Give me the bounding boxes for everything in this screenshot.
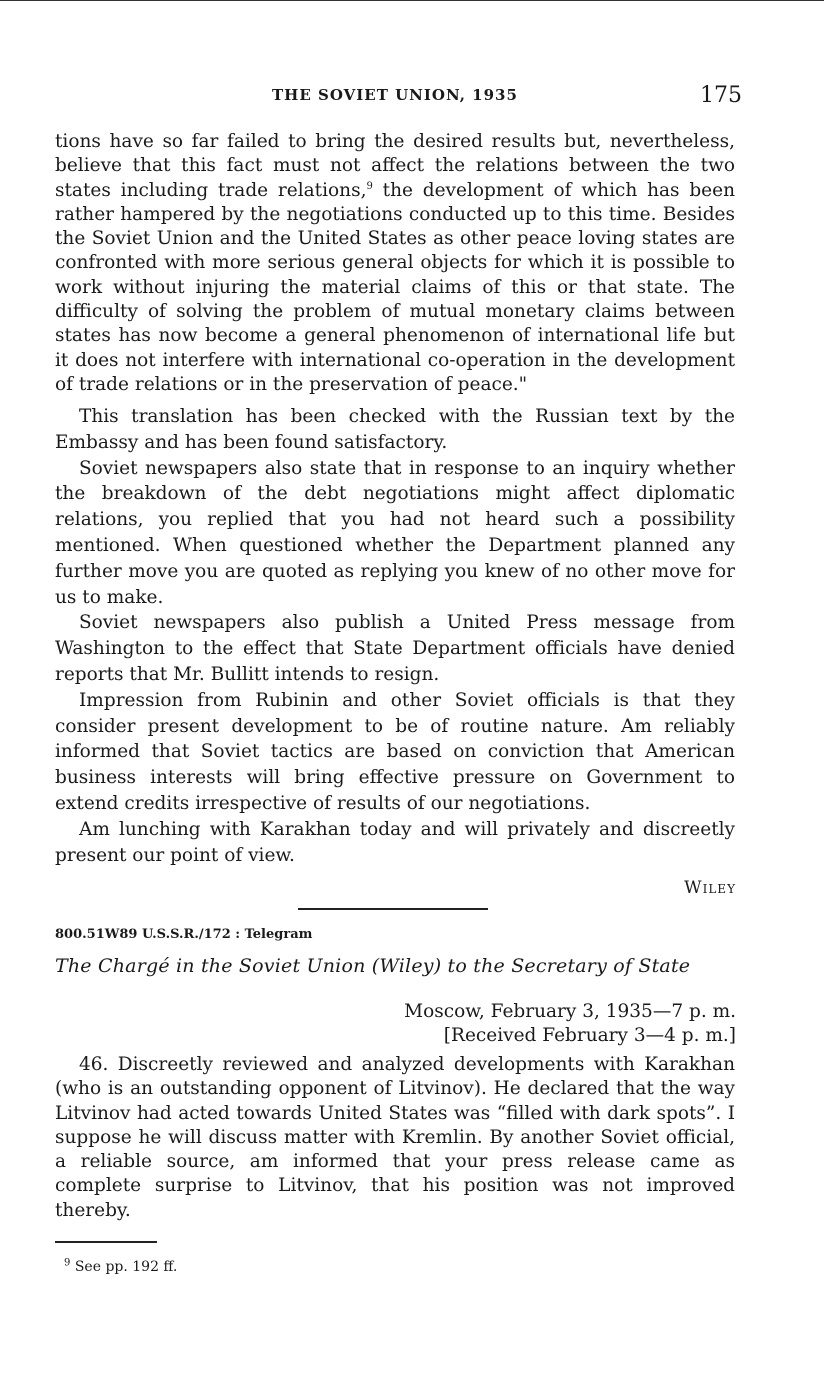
dateline: Moscow, February 3, 1935—7 p. m. xyxy=(404,1001,736,1022)
quotation-text-part-b: the development of which has been rather hampered by the negotiations conducted up to this time. Besides the Soviet Union and the United States as other peace loving states are confronted with more serious general objects for which it is possible to work without injuring the material claims of this or that state. The difficulty of solving the problem of mutual monetary claims between states has now become a general phenomenon of international life but it does not interfere with international co-operation in the development of trade relations or in the preservation of peace." xyxy=(55,179,735,395)
telegram-paragraph: 46. Discreetly reviewed and analyzed developments with Karakhan (who is an outstanding opponent of Litvinov). He declared that the way Litvinov had acted towards United States was “filled with dark spots”. I suppose he will discuss matter with Kremlin. By another Soviet official, a reliable source, am informed that your press release came as complete surprise to Litvinov, that his position was not improved thereby. xyxy=(55,1054,735,1221)
body-paragraph: This translation has been checked with the Russian text by the Embassy and has been found satisfactory. xyxy=(55,406,735,453)
footnote-text: See pp. 192 ff. xyxy=(74,1259,178,1275)
body-paragraph: Am lunching with Karakhan today and will privately and discreetly present our point of view. xyxy=(55,818,735,866)
footnote-marker: 9 xyxy=(366,180,373,192)
running-head: THE SOVIET UNION, 1935 xyxy=(272,86,518,104)
body-paragraph: Soviet newspapers also state that in response to an inquiry whether the breakdown of the debt negotiations might affect diplomatic relations, you replied that you had not heard such a possibility mentioned. When questioned whether the Department planned any further move you are quoted as replying you knew of no other move for us to make. xyxy=(55,457,735,608)
footnote-number: 9 xyxy=(64,1257,71,1269)
footnote xyxy=(64,1259,177,1275)
telegram-title: The Chargé in the Soviet Union (Wiley) to the Secretary of State xyxy=(55,955,691,977)
footnote-rule xyxy=(55,1241,157,1243)
quotation-paragraph xyxy=(55,130,735,397)
body-paragraph: Soviet newspapers also publish a United Press message from Washington to the effect that State Department officials have denied reports that Mr. Bullitt intends to resign. xyxy=(55,612,735,685)
signature: Wiley xyxy=(684,878,736,898)
quotation-text-part-a: tions have so far failed to bring the desired results but, nevertheless, believe that this fact must not affect the relations between the two states including trade relations, xyxy=(55,131,735,201)
telegram-body xyxy=(55,1053,735,1223)
file-reference: 800.51W89 U.S.S.R./172 : Telegram xyxy=(55,927,313,942)
section-divider xyxy=(298,908,488,910)
continued-quotation xyxy=(55,130,735,397)
received-line: [Received February 3—4 p. m.] xyxy=(443,1025,736,1046)
dispatch-body xyxy=(55,404,735,868)
top-edge-rule xyxy=(0,0,824,1)
page-number: 175 xyxy=(700,83,742,108)
body-paragraph: Impression from Rubinin and other Soviet officials is that they consider present development to be of routine nature. Am reliably informed that Soviet tactics are based on conviction that American business interests will bring effective pressure on Government to extend credits irrespective of results of our negotiations. xyxy=(55,689,735,814)
